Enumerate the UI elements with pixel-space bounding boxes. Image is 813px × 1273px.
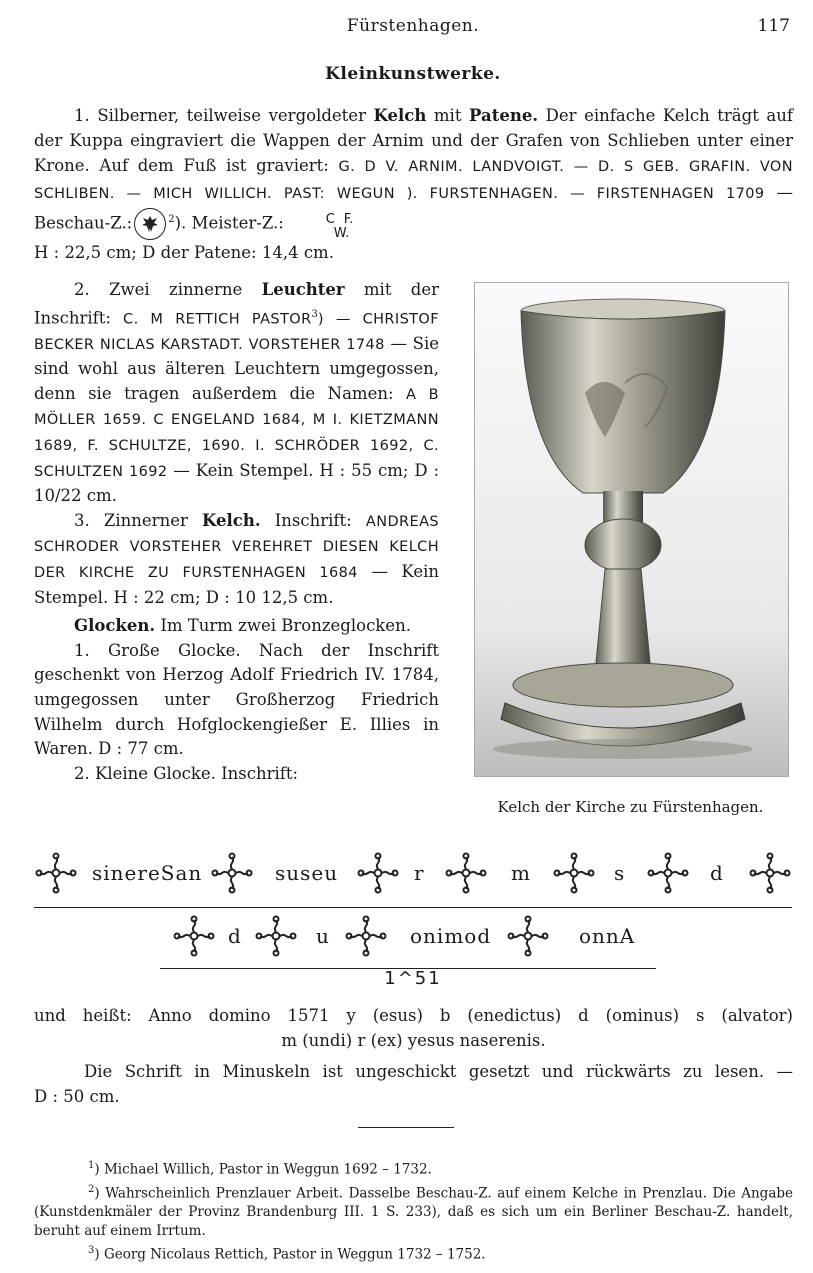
ornament-icon xyxy=(254,914,298,958)
item-1-paragraph xyxy=(34,103,793,265)
item-3-paragraph xyxy=(34,509,439,610)
year-inscription: 1^51 xyxy=(384,968,442,989)
left-column xyxy=(34,278,439,786)
bell-inscription-line-2 xyxy=(34,914,792,958)
footnote-2: $^2$) Wahrscheinlich Prenzlauer Arbeit. Dasselbe Beschau-Z. auf einem Kelche in Prenzlau. Die Angabe (Kunstdenkmäler der Provinz Brandenburg III. 1 S. 233), daß es sich um ein Berliner Beschau-Z. handelt, beruht auf einem Irrtum. xyxy=(34,1183,794,1239)
ornament-icon xyxy=(172,914,216,958)
figure-caption: Kelch der Kirche zu Fürstenhagen. xyxy=(497,798,764,816)
inscription-word-2: suseu xyxy=(275,861,339,885)
ornament-icon xyxy=(34,851,78,895)
note-line-1: Die Schrift in Minuskeln ist ungeschickt gesetzt und rückwärts zu lesen. — xyxy=(84,1062,793,1081)
item-2-paragraph xyxy=(34,278,439,509)
chalice-photo xyxy=(474,282,789,777)
item1-description: Der einfache Kelch trägt auf der Kuppa eingraviert die Wappen der Arnim und der Grafen von Schlieben unter einer Krone. Auf dem Fuß ist graviert: xyxy=(34,106,793,175)
footnote-separator xyxy=(358,1127,454,1128)
reading-line-1: und heißt: Anno domino 1571 y (esus) b (enedictus) d (ominus) s (alvator) xyxy=(34,1006,793,1025)
chalice-illustration xyxy=(475,283,788,776)
inscription-word-1: sinereSan xyxy=(92,861,203,885)
inscription-word-6: d xyxy=(710,861,724,885)
ornament-icon xyxy=(552,851,596,895)
note-line-2: D : 50 cm. xyxy=(34,1087,120,1106)
inscription-word-5: s xyxy=(614,861,626,885)
running-header xyxy=(34,16,792,42)
item2-text: — Sie sind wohl aus älteren Leuchtern umgegossen, denn sie tragen außerdem die Namen: xyxy=(34,333,439,403)
inscription-word-8: u xyxy=(316,924,330,948)
item2-inscription-a: C. M RETTICH PASTOR xyxy=(123,311,312,328)
inscription-word-3: r xyxy=(414,861,425,885)
inscription-divider-top xyxy=(34,907,792,908)
eagle-stamp-icon xyxy=(134,208,166,240)
item1-keyword-kelch: Kelch xyxy=(373,106,427,125)
item1-text: 1. Silberner, teilweise vergoldeter xyxy=(74,106,366,125)
footnote-2-number: 2 xyxy=(88,1183,95,1195)
inscription-word-4: m xyxy=(511,861,531,885)
inscription-word-10: onnA xyxy=(579,924,636,948)
master-mark-icon xyxy=(284,211,354,241)
master-mark-w: W. xyxy=(333,226,350,241)
item3-lead: 3. Zinnerner xyxy=(74,510,188,530)
footnote-ref-3: 3 xyxy=(311,308,318,320)
bells-heading-paragraph xyxy=(34,614,439,639)
footnote-ref-2: 2 xyxy=(168,214,175,225)
footnote-3-number: 3 xyxy=(88,1245,95,1256)
item2-lead: 2. Zwei zinnerne xyxy=(74,280,243,299)
ornament-icon xyxy=(356,851,400,895)
item2-inscription-b: ) — CHRISTOF BECKER NICLAS KARSTADT. VORSTEHER 1748 xyxy=(34,311,439,353)
item1-dimensions: H : 22,5 cm; D der Patene: 14,4 cm. xyxy=(34,243,334,262)
page-number: 117 xyxy=(757,16,790,36)
footnote-3: $^3$) Georg Nicolaus Rettich, Pastor in Weggun 1732 – 1752. xyxy=(88,1245,486,1263)
master-mark-c: C xyxy=(325,212,335,227)
bells-heading: Glocken. xyxy=(74,616,156,636)
item3-inscription: ANDREAS SCHRODER VORSTEHER VEREHRET DIESEN KELCH DER KIRCHE ZU FURSTENHAGEN 1684 xyxy=(34,513,440,582)
bell-1-paragraph: 1. Große Glocke. Nach der Inschrift geschenkt von Herzog Adolf Friedrich IV. 1784, umgegossen unter Großherzog Friedrich Wilhelm durch Hofglockengießer E. Illies in Waren. D : 77 cm. xyxy=(34,640,439,759)
ornament-icon xyxy=(646,851,690,895)
item2-names: A B MÖLLER 1659. C ENGELAND 1684, M I. KIETZMANN 1689, F. SCHULTZE, 1690. I. SCHRÖDER 1692, C. SCHULTZEN 1692 xyxy=(34,386,439,480)
item1-inscription: G. D V. ARNIM. LANDVOIGT. — D. S GEB. GRAFIN. VON SCHLIBEN. — MICH WILLICH. PAST: WEGUN ). FURSTENHAGEN. — FIRSTENHAGEN 1709 xyxy=(34,159,793,202)
item3-after-keyword: Inschrift: xyxy=(274,510,352,530)
inscription-reading xyxy=(34,1003,793,1053)
ornament-icon xyxy=(506,914,550,958)
item2-after-keyword: mit der Inschrift: xyxy=(34,280,439,328)
script-note xyxy=(34,1059,793,1109)
item1-meister-label: ). Meister-Z.: xyxy=(174,213,284,233)
bell-2-paragraph: 2. Kleine Glocke. Inschrift: xyxy=(74,763,299,783)
item1-mit: mit xyxy=(433,106,462,125)
item1-beschau-label: — Beschau-Z.: xyxy=(34,183,793,233)
ornament-icon xyxy=(210,851,254,895)
header-title: Fürstenhagen. xyxy=(346,16,480,36)
footnote-1-text: Michael Willich, Pastor in Weggun 1692 – 1732. xyxy=(103,1161,432,1178)
ornament-icon xyxy=(444,851,488,895)
item3-keyword: Kelch. xyxy=(202,510,261,530)
master-mark-f: F. xyxy=(343,212,354,227)
ornament-icon xyxy=(748,851,792,895)
reading-line-2: m (undi) r (ex) yesus naserenis. xyxy=(281,1031,546,1050)
footnote-1: $^1$) Michael Willich, Pastor in Weggun 1692 – 1732. xyxy=(88,1160,432,1178)
section-title: Kleinkunstwerke. xyxy=(325,64,501,84)
inscription-word-9: onimod xyxy=(410,924,492,948)
item3-tail: — Kein Stempel. H : 22 cm; D : 10 12,5 cm. xyxy=(34,562,439,607)
footnotes xyxy=(34,1156,793,1265)
item1-keyword-patene: Patene. xyxy=(469,106,539,125)
ornament-icon xyxy=(344,914,388,958)
footnote-3-text: Georg Nicolaus Rettich, Pastor in Weggun 1732 – 1752. xyxy=(103,1246,486,1263)
bells-heading-text: Im Turm zwei Bronzeglocken. xyxy=(160,616,411,636)
inscription-word-7: d xyxy=(228,924,242,948)
bell-inscription-line-1 xyxy=(34,851,792,895)
footnote-1-number: 1 xyxy=(88,1160,95,1171)
item2-tail: — Kein Stempel. H : 55 cm; D : 10/22 cm. xyxy=(34,460,440,506)
footnote-2-text: Wahrscheinlich Prenzlauer Arbeit. Dasselbe Beschau-Z. auf einem Kelche in Prenzlau. Die Angabe (Kunstdenkmäler der Provinz Brandenburg III. 1 S. 233), daß es sich um ein Berliner Beschau-Z. handelt, beruht auf einem Irrtum. xyxy=(34,1185,794,1239)
item2-keyword: Leuchter xyxy=(261,280,345,299)
